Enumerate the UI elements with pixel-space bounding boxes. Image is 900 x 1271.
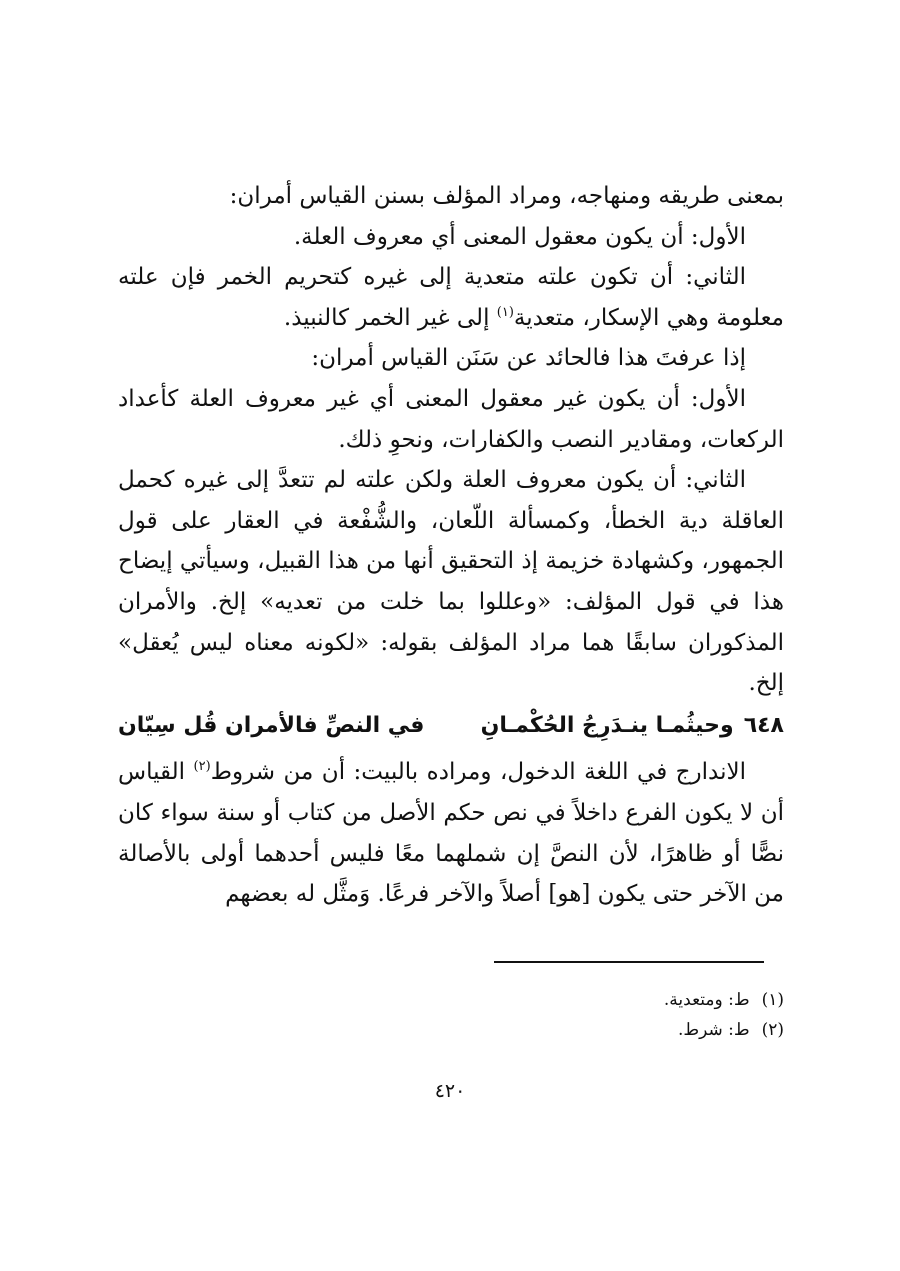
footnote-ref-2: (٢) [193,759,211,775]
footnote-2 [118,1015,784,1045]
paragraph-second-condition-end: إلى غير الخمر كالنبيذ. [283,304,497,331]
footnote-separator [494,961,764,963]
verse-second-half: في النصِّ فالأمران قُل سِيّان [118,712,425,738]
paragraph-commentary-text: الاندارج في اللغة الدخول، ومراده بالبيت: أن من شروط [210,759,746,786]
paragraph-deviation-first: الأول: أن يكون غير معقول المعنى أي غير معروف العلة كأعداد الركعات، ومقادير النصب والكفارات، ونحوِ ذلك. [118,385,784,453]
paragraph-deviation-intro: إذا عرفتَ هذا فالحائد عن سَنَن القياس أمران: [311,345,746,372]
paragraph-commentary [118,752,784,914]
paragraph-deviation-second: الثاني: أن يكون معروف العلة ولكن علته لم تتعدَّ إلى غيره كحمل العاقلة دية الخطأ، وكمسألة اللّعان، والشُّفْعة في العقار على قول الجمهور، وكشهادة خزيمة إذ التحقيق أنها من هذا القبيل، وسيأتي إيضاح هذا في قول المؤلف: «وعللوا بما خلت من تعديه» إلخ. والأمران المذكوران سابقًا هما مراد المؤلف بقوله: «لكونه معناه ليس يُعقل» إلخ. [118,467,784,697]
verse-first-half-text: وحيثُمـا ينـدَرِجُ الحُكْمـانِ [480,712,734,738]
main-text [118,176,784,915]
paragraph-second-condition [118,257,784,338]
paragraph-second-condition-text: الثاني: أن تكون علته متعدية إلى غيره كتحريم الخمر فإن علته معلومة وهي الإسكار، متعدية [118,264,784,331]
page-number: ٤٢٠ [434,1080,466,1102]
paragraph-commentary-end: القياس أن لا يكون الفرع داخلاً في نص حكم الأصل من كتاب أو سنة سواء كان نصًّا أو ظاهرًا، لأن النصَّ إن شملهما معًا فليس أحدهما أولى بالأصالة من الآخر حتى يكون [هو] أصلاً والآخر فرعًا. وَمثَّل له بعضهم [118,759,784,908]
footnote-ref-1: (١) [496,304,514,320]
footnotes [118,985,784,1045]
footnote-1 [118,985,784,1015]
paragraph-intro: بمعنى طريقه ومنهاجه، ومراد المؤلف بسنن القياس أمران: [229,183,784,209]
verse-number: ٦٤٨ [743,712,784,738]
footnote-text: ط: ومتعدية. [663,990,750,1010]
footnote-marker: (٢) [761,1020,784,1040]
paragraph-first-condition: الأول: أن يكون معقول المعنى أي معروف العلة. [293,223,746,250]
footnote-text: ط: شرط. [677,1020,750,1040]
verse-first-half [481,706,784,747]
footnote-marker: (١) [761,990,784,1010]
verse-line [118,704,784,753]
